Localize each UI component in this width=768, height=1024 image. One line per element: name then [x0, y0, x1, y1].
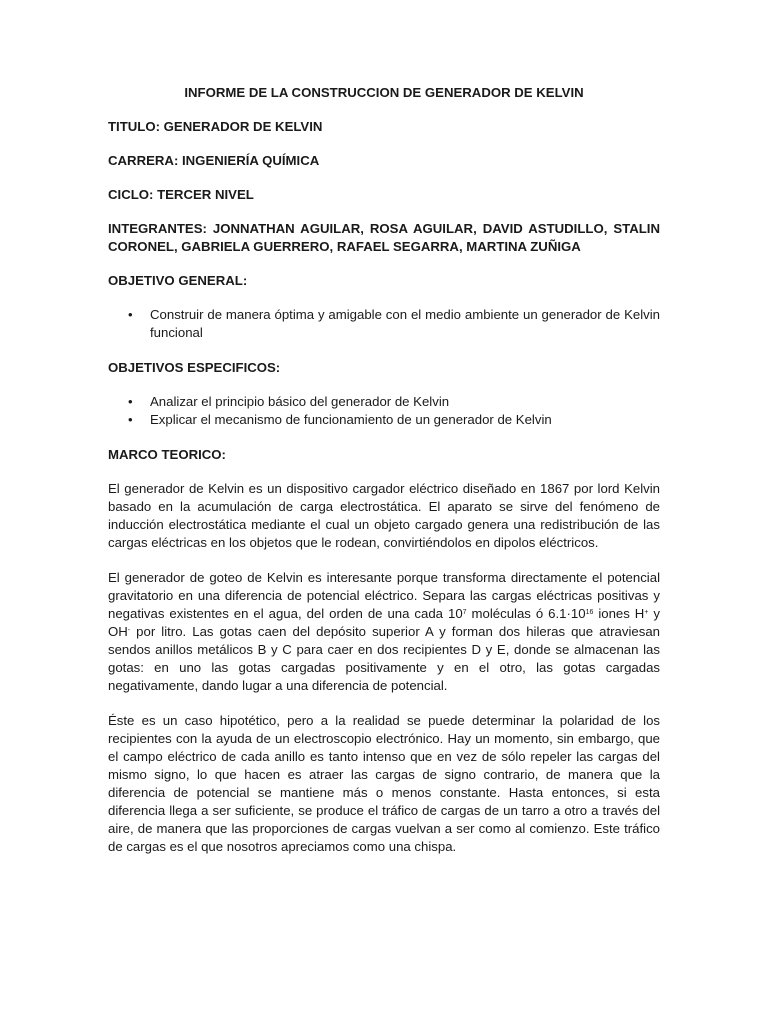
bullet-icon: • — [128, 307, 133, 322]
paragraph-text: El generador de goteo de Kelvin es interesante porque transforma directamente el potencial gravitatorio en una diferencia de potencial eléctrico. Separa las cargas eléctricas positivas y negativas existentes en el agua, del orden de una cada 10 — [108, 570, 660, 621]
superscript: 7 — [462, 609, 467, 616]
marco-teorico-heading: MARCO TEORICO: — [108, 447, 226, 462]
integrantes-line: INTEGRANTES: JONNATHAN AGUILAR, ROSA AGUILAR, DAVID ASTUDILLO, STALIN CORONEL, GABRIELA GUERRERO, RAFAEL SEGARRA, MARTINA ZUÑIGA — [108, 221, 660, 254]
paragraph-text: por litro. Las gotas caen del depósito superior A y forman dos hileras que atraviesan sendos anillos metálicos B y C para caer en dos recipientes D y E, donde se almacenan las gotas: en uno las gotas cargadas positivamente y en el otro, las gotas cargadas negativamente, dando lugar a una diferencia de potencial. — [108, 624, 660, 693]
paragraph-text: moléculas ó 6.1·10 — [466, 606, 586, 621]
superscript: + — [644, 609, 649, 616]
list-item — [108, 411, 660, 429]
document-page — [108, 84, 660, 873]
bullet-icon: • — [128, 394, 133, 409]
list-item — [108, 306, 660, 342]
bullet-icon: • — [128, 412, 133, 427]
objetivos-especificos-heading: OBJETIVOS ESPECIFICOS: — [108, 360, 281, 375]
paragraph-text: y OH — [108, 606, 660, 639]
superscript: 16 — [585, 609, 594, 616]
paragraph-text: iones H — [593, 606, 645, 621]
list-item-text: Analizar el principio básico del generador de Kelvin — [150, 394, 450, 409]
carrera-line: CARRERA: INGENIERÍA QUÍMICA — [108, 153, 320, 168]
ciclo-line: CICLO: TERCER NIVEL — [108, 187, 254, 202]
list-item — [108, 393, 660, 411]
list-item-text: Explicar el mecanismo de funcionamiento de un generador de Kelvin — [150, 412, 552, 427]
list-item-text: Construir de manera óptima y amigable con el medio ambiente un generador de Kelvin funcional — [150, 307, 660, 340]
objetivo-general-heading: OBJETIVO GENERAL: — [108, 273, 248, 288]
document-title: INFORME DE LA CONSTRUCCION DE GENERADOR DE KELVIN — [184, 85, 584, 100]
objetivos-especificos-list — [108, 393, 660, 429]
marco-teorico-paragraph-2 — [108, 569, 660, 695]
objetivo-general-list — [108, 306, 660, 342]
marco-teorico-paragraph-1: El generador de Kelvin es un dispositivo cargador eléctrico diseñado en 1867 por lord Kelvin basado en la acumulación de carga electrostática. El aparato se sirve del fenómeno de inducción electrostática mediante el cual un objeto cargado genera una redistribución de las cargas eléctricas en los objetos que le rodean, convirtiéndolos en dipolos eléctricos. — [108, 481, 660, 550]
marco-teorico-paragraph-3: Éste es un caso hipotético, pero a la realidad se puede determinar la polaridad de los recipientes con la ayuda de un electroscopio electrónico. Hay un momento, sin embargo, que el campo eléctrico de cada anillo es tanto intenso que en vez de sólo repeler las cargas del mismo signo, lo que hacen es atraer las cargas de signo contrario, de manera que la diferencia de potencial se mantiene más o menos constante. Hasta entonces, si esta diferencia llega a ser suficiente, se produce el tráfico de cargas de un tarro a otro a través del aire, de manera que las proporciones de cargas vuelvan a ser como al comienzo. Este tráfico de cargas es el que nosotros apreciamos como una chispa. — [108, 713, 660, 854]
titulo-line: TITULO: GENERADOR DE KELVIN — [108, 119, 323, 134]
superscript: - — [127, 627, 131, 634]
